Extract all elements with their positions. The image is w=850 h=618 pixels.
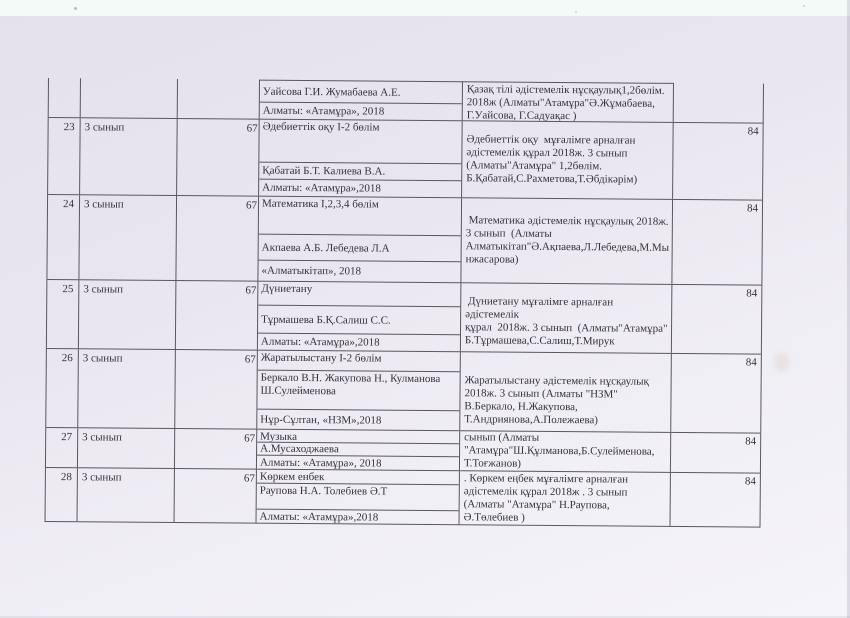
book-publisher-cell: «Алматыкітап», 2018 xyxy=(261,264,362,278)
book-title-cell: Көркем енбек xyxy=(257,470,459,486)
description-text: сынып (Алматы "Атамұра"Ш.Құлманова,Б.Сулейменова, Т.Тоғжанов) xyxy=(463,431,655,470)
quantity-cell: 84 xyxy=(670,354,761,433)
scan-speck xyxy=(575,11,577,13)
table-row-partial xyxy=(49,78,763,124)
book-title-cell: Дүниетану xyxy=(258,282,460,308)
row-number-cell: 25 xyxy=(62,283,74,296)
book-publisher-cell: Алматы: «Атамұра»,2018 xyxy=(260,335,380,349)
quantity-cell: 84 xyxy=(671,285,762,354)
description-cell xyxy=(461,121,673,199)
quantity-cell: 84 xyxy=(670,433,760,473)
grade-cell: 3 сынып xyxy=(79,118,177,195)
quantity-cell: 84 xyxy=(672,123,763,200)
quantity-cell xyxy=(673,83,763,123)
book-info-cell xyxy=(257,197,461,283)
book-author-cell: А.Мусаходжаева xyxy=(257,443,459,458)
quantity-cell: 84 xyxy=(671,200,762,285)
description-cell xyxy=(459,471,670,526)
book-info-cell xyxy=(256,470,459,525)
description-text: Дүниетану мұғалімге арналған әдістемелік құрал 2018ж. 3 сынып (Алматы"Атамұра" Б.Тұрмашева,С.Салиш,Т.Мирук xyxy=(464,295,668,348)
book-info-cell xyxy=(257,282,461,352)
book-info-cell xyxy=(259,80,462,121)
book-publisher-cell: Нұр-Сұлтан, «НЗМ»,2018 xyxy=(260,413,382,427)
book-publisher-cell: Алматы: «Атамұра»,2018 xyxy=(262,181,381,195)
book-author-cell: Беркало В.Н. Жакупова Н., Кулманова Ш.Сулейменова xyxy=(257,371,459,412)
description-cell xyxy=(460,198,672,284)
book-author-cell: Раупова Н.А. Толебиев Ә.Т xyxy=(257,484,459,512)
description-text: Математика әдістемелік нұсқаулық 2018ж. 3 сынып (Алматы Алматыкітап"Ә.Ақпаева,Л.Лебедева,М.Мы нжасарова) xyxy=(465,213,670,266)
copies-count-cell: 67 xyxy=(174,429,256,469)
book-title-cell: Музыка xyxy=(257,430,459,445)
row-number-cell: 27 xyxy=(61,431,73,444)
table-row xyxy=(46,468,760,528)
description-text: Әдебиеттік оқу мұғалімге арналған әдістемелік құрал 2018ж. 3 сынып (Алматы"Атамұра" 1,2бөлім. Б.Қабатай,С.Рахметова,Т.Әбдікәрім) xyxy=(466,132,638,186)
row-number-cell: 23 xyxy=(63,121,75,134)
quantity-cell: 84 xyxy=(670,473,760,527)
book-info-cell xyxy=(258,120,462,198)
copies-count-cell: 67 xyxy=(175,281,258,350)
book-author-cell: Уайсова Г.И. Жумабаева А.Е. xyxy=(260,81,462,105)
description-cell xyxy=(462,81,673,122)
grade-cell xyxy=(80,78,177,118)
book-publisher-cell: Алматы: «Атамұра»,2018 xyxy=(259,510,379,524)
grade-cell: 3 сынып xyxy=(77,349,175,428)
description-text: Қазақ тілі әдістемелік нұсқаулық1,2бөлім. 2018ж (Алматы"Атамұра"Ә.Жұмабаева, Г.Уайсова, Г.Садуақас ) xyxy=(466,83,665,122)
row-number-cell: 26 xyxy=(61,352,73,365)
grade-cell: 3 сынып xyxy=(78,195,176,280)
description-cell xyxy=(460,283,672,353)
description-text: . Көркем еңбек мұғалімге арналған әдістемелік құрал 2018ж . 3 сынып (Алматы "Атамұра" Н.Раупова, Ә.Төлебиев ) xyxy=(463,472,629,524)
scan-speck xyxy=(803,5,805,7)
row-number-cell xyxy=(49,78,80,117)
scan-smudge xyxy=(774,352,790,372)
table-row xyxy=(47,195,762,286)
table-row xyxy=(46,428,760,474)
copies-count-cell: 67 xyxy=(175,196,258,281)
copies-count-cell xyxy=(177,79,259,119)
grade-cell: 3 сынып xyxy=(77,428,174,468)
books-table xyxy=(45,78,764,528)
row-number-cell: 28 xyxy=(60,471,72,484)
book-title-cell: Жаратылыстану І-2 бөлім xyxy=(258,351,460,373)
table-row xyxy=(46,349,761,434)
copies-count-cell: 67 xyxy=(174,350,257,429)
description-cell xyxy=(459,352,671,432)
description-cell xyxy=(459,431,670,472)
book-author-cell: Қабатай Б.Т. Калиева В.А. xyxy=(259,163,461,182)
table-row xyxy=(47,280,762,355)
book-title-cell: Әдебиеттік оқу І-2 бөлім xyxy=(259,120,461,165)
book-author-cell: Акпаева А.Б. Лебедева Л.А xyxy=(259,235,461,263)
book-author-cell: Тұрмашева Б.Қ.Салиш С.С. xyxy=(258,306,460,336)
grade-cell: 3 сынып xyxy=(77,468,174,522)
row-number-cell: 24 xyxy=(62,198,75,211)
scanner-background-band xyxy=(0,0,850,16)
copies-count-cell: 67 xyxy=(176,119,259,196)
book-publisher-cell: Алматы: «Атамұра», 2018 xyxy=(262,104,385,118)
grade-cell: 3 сынып xyxy=(78,280,176,349)
table-row xyxy=(48,118,763,201)
description-text: Жаратылыстану әдістемелік нұсқаулық 2018ж. 3 сынып (Алматы "НЗМ" В.Беркало, Н.Жакупова, Т.Андриянова,А.Полежаева) xyxy=(464,374,649,427)
book-info-cell xyxy=(256,351,460,431)
book-publisher-cell: Алматы: «Атамұра», 2018 xyxy=(259,456,382,470)
copies-count-cell: 67 xyxy=(174,469,256,523)
book-info-cell xyxy=(256,430,459,471)
scan-speck xyxy=(74,7,77,10)
book-title-cell: Математика І,2,3,4 бөлім xyxy=(259,197,461,237)
